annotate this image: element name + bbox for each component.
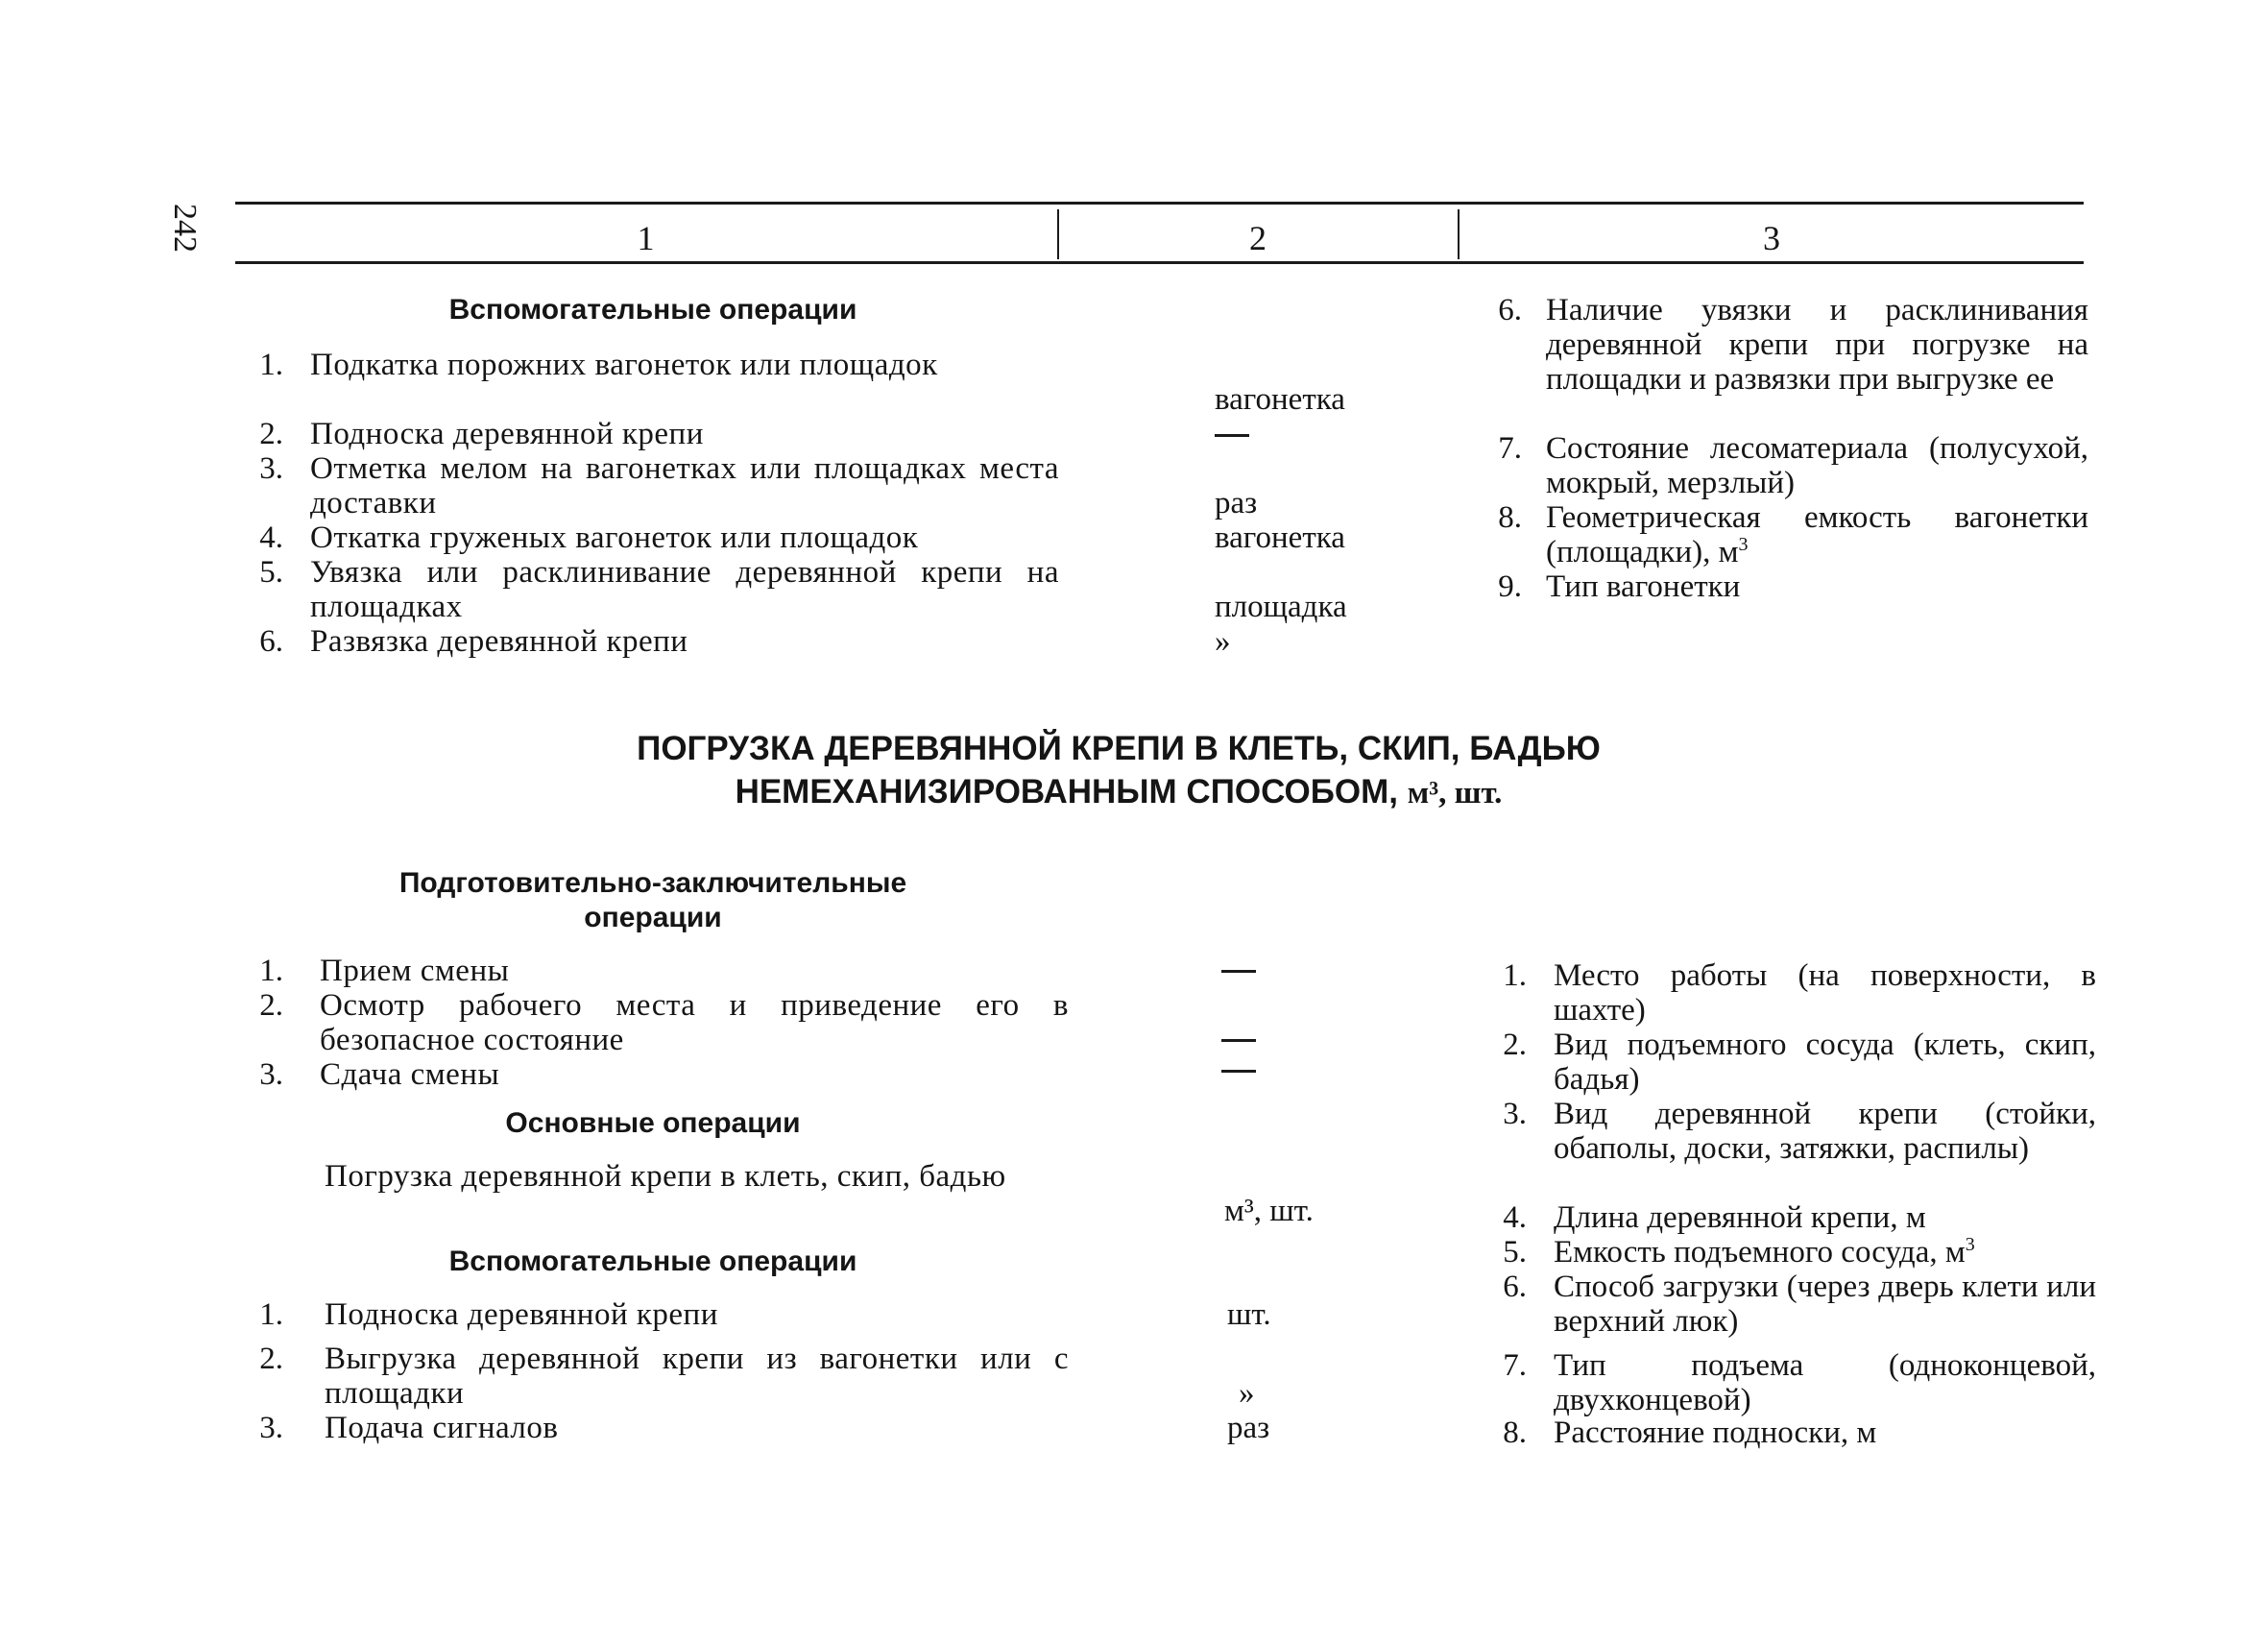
section-a-factor-num: 7. [1498, 431, 1522, 466]
section-a-factor-text: Тип вагонетки [1546, 569, 1741, 604]
section-a-factor-text: Наличие увязки и расклинивания деревянной крепи при погрузке на площадки и развязки при выгрузке ее [1546, 293, 2088, 397]
section-b-factor-num: 4. [1503, 1200, 1527, 1235]
prep-op-num: 3. [259, 1057, 283, 1092]
section-a-op-text: Отметка мелом на вагонетках или площадках места доставки [310, 451, 1059, 520]
prep-op-num: 2. [259, 988, 283, 1023]
section-b-factor-text: Вид подъемного сосуда (клеть, скип, бадья) [1554, 1028, 2096, 1097]
superscript: 3 [1965, 1234, 1975, 1255]
prep-op-text: Осмотр рабочего места и приведение его в безопасное состояние [320, 988, 1069, 1057]
section-b-aux-text: Подача сигналов [325, 1411, 559, 1445]
section-b-aux-unit: шт. [1227, 1297, 1271, 1332]
section-a-op-num: 5. [259, 555, 283, 590]
section-b-factor-num: 3. [1503, 1097, 1527, 1131]
section-a-op-text: Подноска деревянной крепи [310, 417, 704, 451]
section-b-aux-num: 1. [259, 1297, 283, 1332]
section-b-factor-text: Место работы (на поверхности, в шахте) [1554, 958, 2096, 1028]
prep-op-dash [1221, 1039, 1256, 1042]
prep-op-text: Прием смены [320, 954, 510, 988]
section-a-op-num: 4. [259, 520, 283, 555]
section-a-factor-text [1546, 500, 2088, 569]
section-b-aux-heading: Вспомогательные операции [448, 1246, 857, 1277]
section-b-factor-text: Способ загрузки (через дверь клети или верхний люк) [1554, 1270, 2096, 1339]
section-a-op-text: Развязка деревянной крепи [310, 624, 688, 659]
header-top-rule [235, 202, 2084, 205]
section-b-aux-text: Подноска деревянной крепи [325, 1297, 718, 1332]
section-a-op-num: 6. [259, 624, 283, 659]
section-a-op-unit: вагонетка [1215, 382, 1345, 417]
section-b-factor-num: 6. [1503, 1270, 1527, 1304]
section-a-op-unit: раз [1215, 486, 1258, 520]
title-units: м³, шт. [1407, 776, 1503, 810]
section-b-aux-text: Выгрузка деревянной крепи из вагонетки или с площадки [325, 1342, 1069, 1411]
section-b-factor-text: Расстояние подноски, м [1554, 1415, 1877, 1450]
section-a-op-unit: площадка [1215, 590, 1347, 624]
section-b-factor-num: 5. [1503, 1235, 1527, 1270]
section-a-op-text: Откатка груженых вагонеток или площадок [310, 520, 919, 555]
section-b-factor-num: 1. [1503, 958, 1527, 993]
prep-heading-line2: операции [584, 902, 722, 933]
section-a-op-num: 1. [259, 348, 283, 382]
section-b-aux-unit: раз [1227, 1411, 1270, 1445]
section-b-factor-num: 2. [1503, 1028, 1527, 1062]
section-b-factor-num: 8. [1503, 1415, 1527, 1450]
section-a-factor-num: 6. [1498, 293, 1522, 327]
column-number-2: 2 [1249, 219, 1267, 257]
section-a-op-text: Увязка или расклинивание деревянной крепи на площадках [310, 555, 1059, 624]
column-number-3: 3 [1763, 219, 1780, 257]
section-b-factor-num: 7. [1503, 1348, 1527, 1383]
section-a-op-unit: » [1215, 624, 1231, 659]
section-a-op-text: Подкатка порожних вагонеток или площадок [310, 348, 938, 382]
section-a-op-num: 2. [259, 417, 283, 451]
section-b-factor-text: Длина деревянной крепи, м [1554, 1200, 1926, 1235]
prep-op-dash [1221, 970, 1256, 973]
section-a-op-num: 3. [259, 451, 283, 486]
superscript: 3 [1738, 534, 1749, 555]
section-a-op-unit: вагонетка [1215, 520, 1345, 555]
section-a-factor-text-body: Геометрическая емкость вагонетки (площадки), м [1546, 500, 2088, 569]
section-b-factor-text-body: Емкость подъемного сосуда, м [1554, 1235, 1966, 1270]
prep-op-dash [1221, 1070, 1256, 1073]
page-number: 242 [167, 204, 203, 253]
section-b-title-line1: ПОГРУЗКА ДЕРЕВЯННОЙ КРЕПИ В КЛЕТЬ, СКИП, БАДЬЮ [637, 730, 1601, 767]
section-b-aux-num: 3. [259, 1411, 283, 1445]
main-op-unit: м³, шт. [1224, 1194, 1314, 1228]
main-op-text: Погрузка деревянной крепи в клеть, скип, бадью [325, 1159, 1006, 1194]
section-a-factor-text: Состояние лесоматериала (полусухой, мокрый, мерзлый) [1546, 431, 2088, 500]
header-bottom-rule [235, 261, 2084, 264]
section-b-factor-text: Вид деревянной крепи (стойки, обаполы, доски, затяжки, распилы) [1554, 1097, 2096, 1166]
section-b-title-line2 [480, 773, 1757, 812]
prep-op-text: Сдача смены [320, 1057, 500, 1092]
section-a-factor-num: 8. [1498, 500, 1522, 535]
section-a-op-unit-dash [1215, 434, 1249, 437]
prep-heading-line1: Подготовительно-заключительные [398, 867, 907, 899]
section-a-factor-num: 9. [1498, 569, 1522, 604]
section-b-aux-unit: » [1239, 1376, 1255, 1411]
section-b-factor-text: Тип подъема (одноконцевой, двухконцевой) [1554, 1348, 2096, 1417]
main-heading: Основные операции [505, 1107, 801, 1139]
column-number-1: 1 [637, 219, 655, 257]
prep-op-num: 1. [259, 954, 283, 988]
section-b-aux-num: 2. [259, 1342, 283, 1376]
section-b-factor-text [1554, 1235, 2096, 1270]
section-a-aux-heading: Вспомогательные операции [448, 294, 857, 326]
title-line2-text: НЕМЕХАНИЗИРОВАННЫМ СПОСОБОМ, [735, 773, 1398, 810]
